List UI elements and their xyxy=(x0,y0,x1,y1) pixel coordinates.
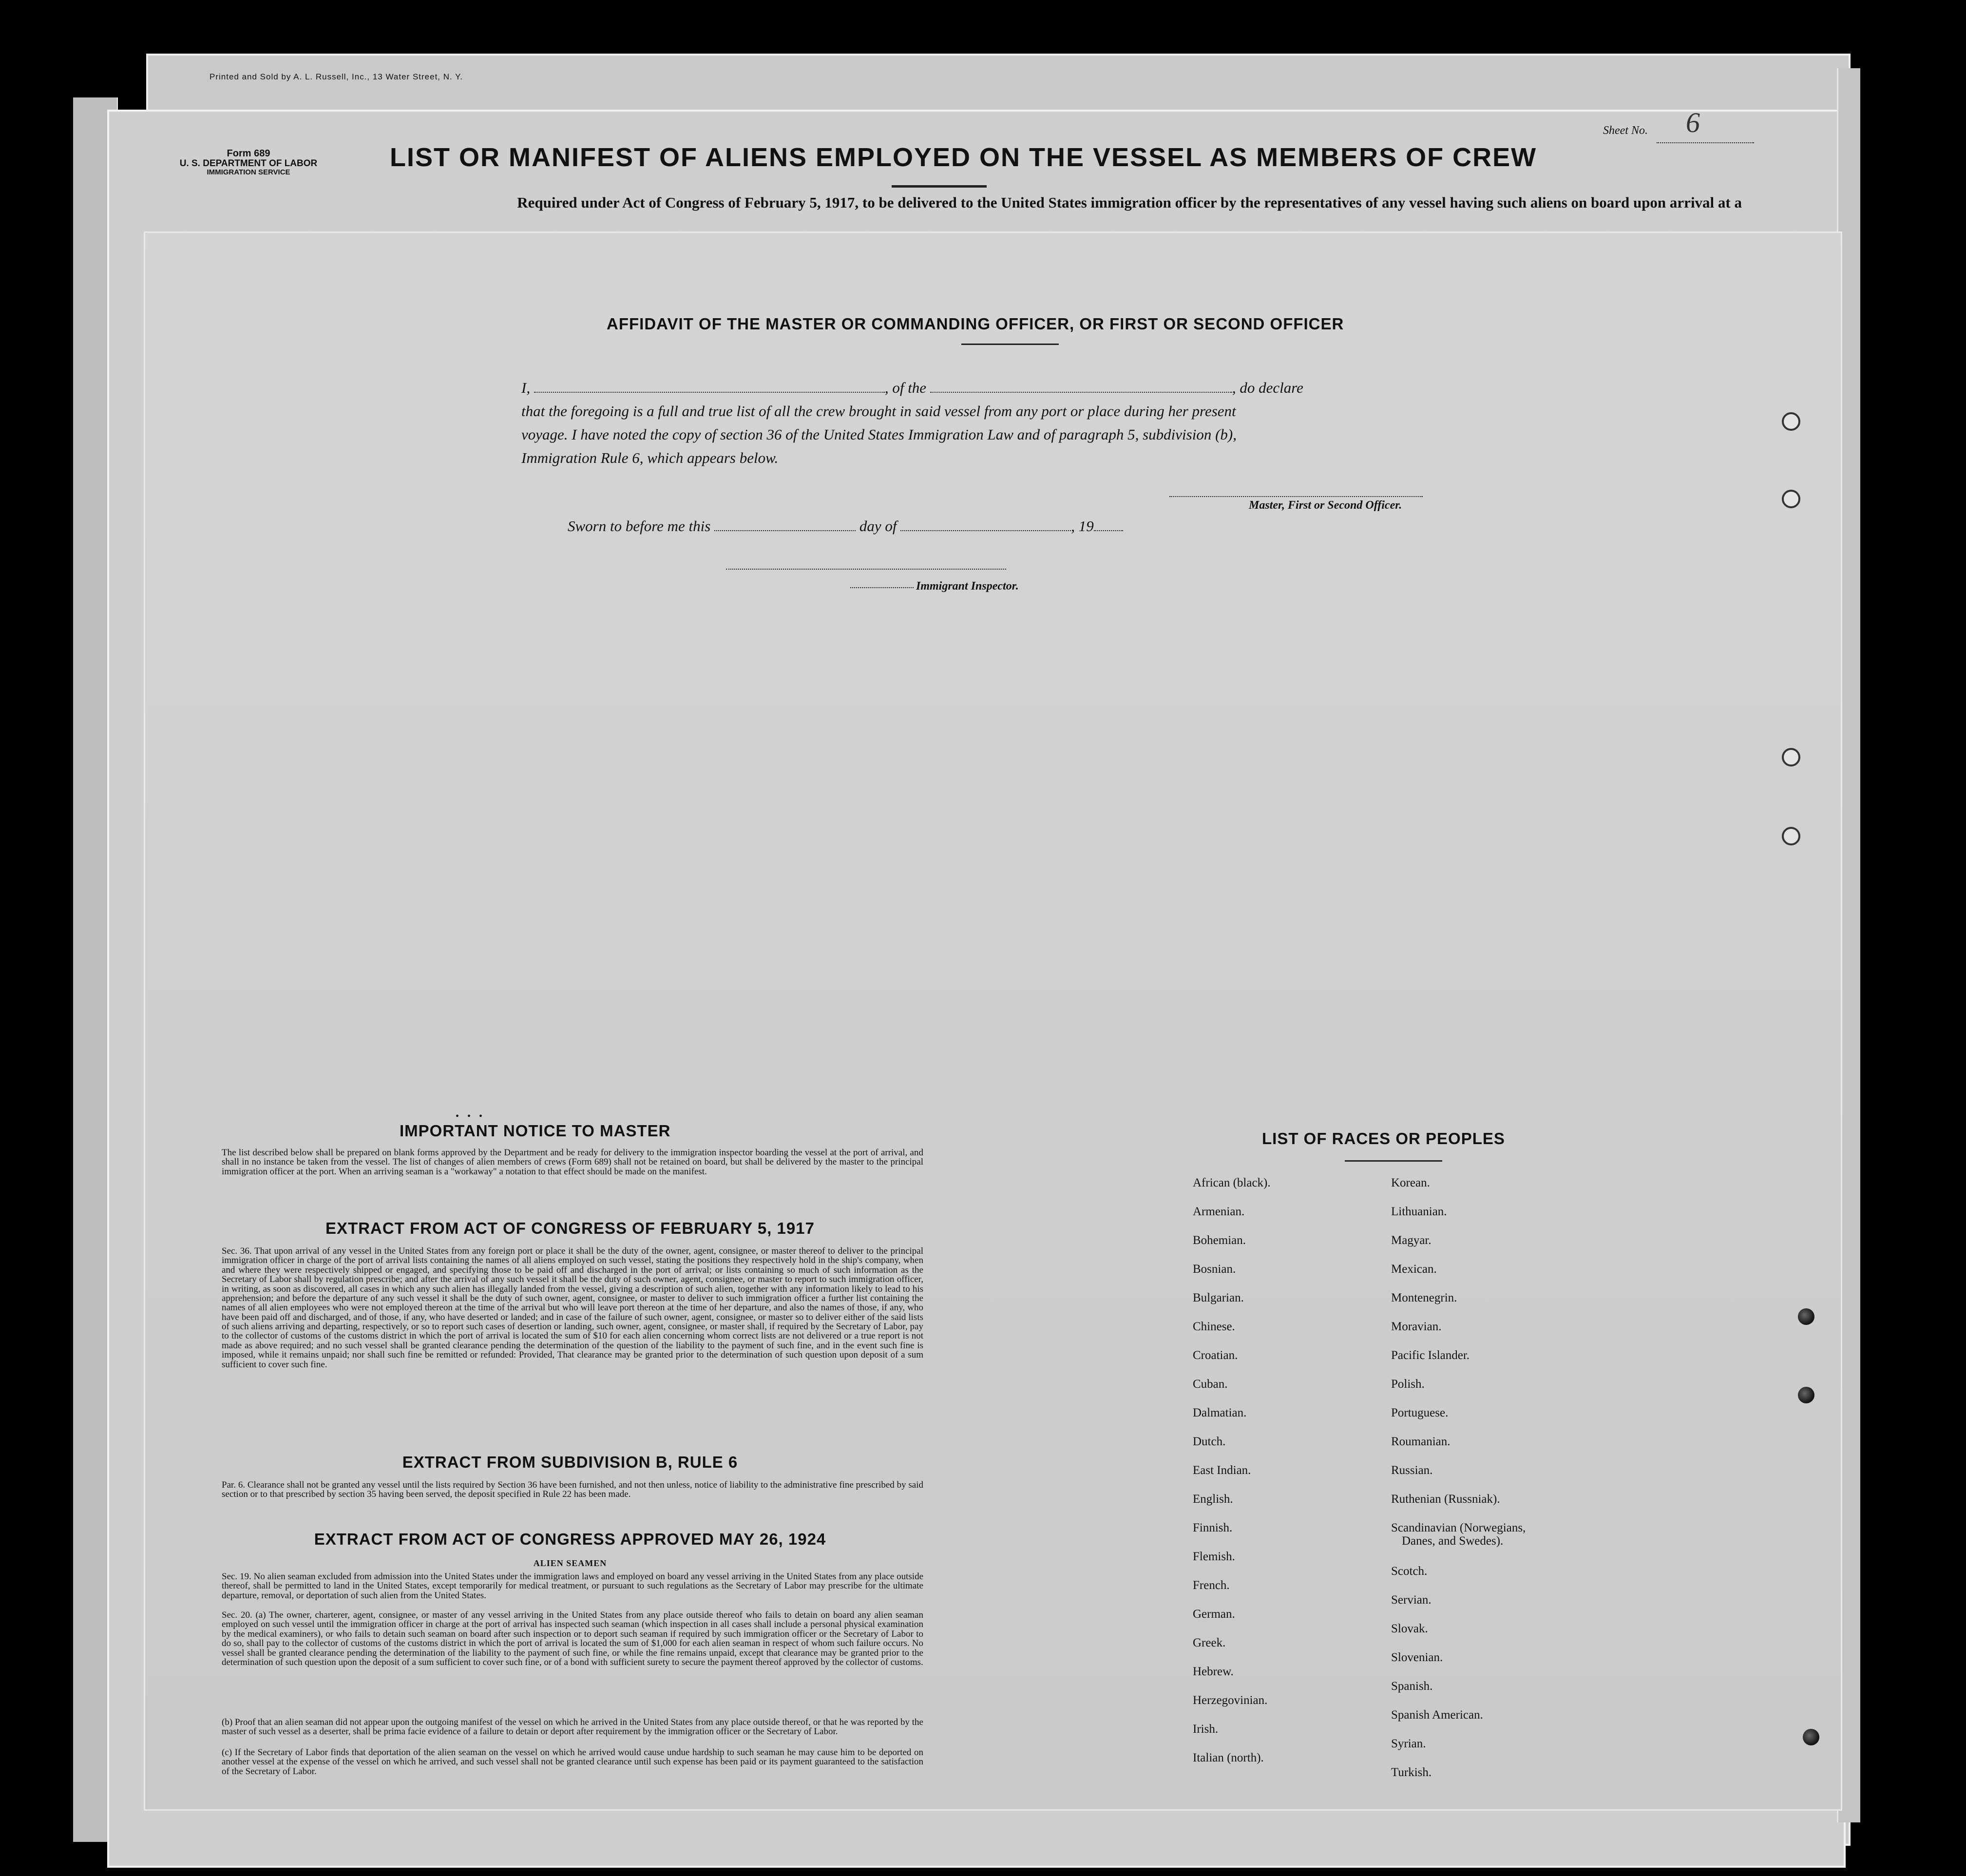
declaration-text xyxy=(521,376,1467,470)
race-item: Moravian. xyxy=(1391,1320,1442,1333)
extract-1917-title: EXTRACT FROM ACT OF CONGRESS OF FEBRUARY 5, 1917 xyxy=(325,1219,815,1237)
punch-hole xyxy=(1782,748,1800,766)
race-item: Syrian. xyxy=(1391,1737,1426,1750)
service-name: IMMIGRATION SERVICE xyxy=(207,168,290,176)
notice-title: IMPORTANT NOTICE TO MASTER xyxy=(400,1122,671,1140)
master-signature-line xyxy=(1169,496,1423,497)
race-item: Montenegrin. xyxy=(1391,1291,1457,1304)
race-item: Pacific Islander. xyxy=(1391,1349,1470,1362)
extract-rule6-text: Par. 6. Clearance shall not be granted any vessel until the lists required by Section 36 have been furnished, and not then unless, notice of liability to the administrative fine prescribed by said section or to that prescribed by section 35 having been served, the deposit specified in Rule 22 has been made. xyxy=(222,1480,923,1500)
inspector-signature-line xyxy=(726,569,1006,570)
notice-dots: • • • xyxy=(456,1111,486,1122)
punch-hole xyxy=(1803,1729,1819,1745)
race-item: Ruthenian (Russniak). xyxy=(1391,1493,1500,1506)
race-item: Magyar. xyxy=(1391,1234,1432,1247)
race-item: Bulgarian. xyxy=(1193,1291,1244,1304)
punch-hole xyxy=(1798,1308,1814,1325)
race-item: Mexican. xyxy=(1391,1263,1437,1276)
declaration-line-3: voyage. I have noted the copy of section 36 of the United States Immigration Law and of paragraph 5, subdivision (b), xyxy=(521,426,1237,443)
declaration-line-4: Immigration Rule 6, which appears below. xyxy=(521,449,779,467)
extract-1917-text: Sec. 36. That upon arrival of any vessel in the United States from any foreign port or place it shall be the duty of the owner, agent, consignee, or master thereof to deliver to the principal immigration officer in charge of the port of arrival lists containing the names of all aliens employed on such vessel, stating the positions they respectively hold in the ship's company, when and where they were respectively shipped or engaged, and specifying those to be paid off and discharged in the port of arrival; or lists containing so much of such information as the Secretary of Labor shall by regulation prescribe; and after the arrival of any such vessel it shall be the duty of such owner, agent, consignee, or master to report to such immigration officer, in writing, as soon as discovered, all cases in which any such alien has illegally landed from the vessel, giving a description of such alien, together with any information likely to lead to his apprehension; and before the departure of any such vessel it shall be the duty of such owner, agent, consignee, or master to deliver to such immigration officer a further list containing the names of all alien employees who were not employed thereon at the time of the arrival but who will leave port thereon at the time of her departure, and also the names of those, if any, who have been paid off and discharged, and of those, if any, who have deserted or landed; and in case of the failure of such owner, agent, consignee, or master so to deliver either of the said lists of such aliens arriving and departing, respectively, or so to report such cases of desertion or landing, such owner, agent, consignee, or master shall, if required by the Secretary of Labor, pay to the collector of customs of the customs district in which the port of arrival is located the sum of $10 for each alien concerning whom correct lists are not delivered or a true report is not made as above required; and no such vessel shall be granted clearance pending the determination of the question of the liability to the payment of such fine, and in the event such fine is imposed, while it remains unpaid; nor shall such fine be remitted or refunded: Provided, That clearance may be granted prior to the determination of such question upon deposit of a sum sufficient to cover such fine. xyxy=(222,1246,923,1370)
race-item: Bohemian. xyxy=(1193,1234,1246,1247)
punch-hole xyxy=(1782,490,1800,508)
declaration-of-the: , of the xyxy=(884,379,927,396)
race-item: Greek. xyxy=(1193,1636,1226,1649)
race-item: Spanish. xyxy=(1391,1680,1433,1693)
extract-1924-sec20c: (c) If the Secretary of Labor finds that deportation of the alien seaman on the vessel on which he arrived would cause undue hardship to such seaman he may cause him to be deported on another vessel at the expense of the vessel on which he arrived, and such vessel shall not be granted clearance until such expense has been paid or its payment guaranteed to the satisfaction of the Secretary of Labor. xyxy=(222,1748,923,1777)
name-blank xyxy=(534,381,885,393)
day-blank xyxy=(714,519,856,531)
master-signature-label: Master, First or Second Officer. xyxy=(1249,499,1402,512)
race-item: Russian. xyxy=(1391,1464,1433,1477)
race-item: Finnish. xyxy=(1193,1521,1233,1534)
sworn-text: Sworn to before me this xyxy=(568,517,711,535)
race-item: Roumanian. xyxy=(1391,1435,1451,1448)
race-item: African (black). xyxy=(1193,1176,1271,1189)
race-item: French. xyxy=(1193,1579,1230,1592)
sworn-day-of: day of xyxy=(859,517,897,535)
punch-hole xyxy=(1782,412,1800,431)
sworn-statement xyxy=(568,517,1123,535)
notice-text: The list described below shall be prepared on blank forms approved by the Department and be ready for delivery to the immigration inspector boarding the vessel at the port of arrival, and shall in no instance be taken from the vessel. The list of changes of alien members of crews (Form 689) shall not be retained on board, but shall be delivered by the master to the principal immigration officer at the port. When an arriving seaman is a "workaway" a notation to that effect should be made on the manifest. xyxy=(222,1148,923,1177)
race-item: Dutch. xyxy=(1193,1435,1226,1448)
extract-1924-sec19: Sec. 19. No alien seaman excluded from admission into the United States under the immigration laws and employed on board any vessel arriving in the United States from any place outside thereof, shall be permitted to land in the United States, except temporarily for medical treatment, or pursuant to such regulations as the Secretary of Labor may prescribe for the ultimate departure, removal, or deportation of such alien from the United States. xyxy=(222,1571,923,1601)
title-underline xyxy=(892,185,987,188)
form-identifier xyxy=(171,149,326,176)
extract-1924-sec20a: Sec. 20. (a) The owner, charterer, agent, consignee, or master of any vessel arriving in the United States from any place outside thereof who fails to detain on board any alien seaman employed on such vessel until the immigration officer in charge at the port of arrival has inspected such seaman (which inspection in all cases shall include a personal physical examination by the medical examiners), or who fails to detain such seaman on board after such inspection or to deport such seaman if required by such immigration officer or the Secretary of Labor to do so, shall pay to the collector of customs of the customs district in which the port of arrival is located the sum of $1,000 for each alien seaman in respect of whom such failure occurs. No vessel shall be granted clearance pending the determination of the liability to the payment of such fine, or while the fine remains unpaid, except that clearance may be granted prior to the determination of such question upon the deposit of a sum sufficient to cover such fine, or of a bond with sufficient surety to secure the payment thereof approved by the collector of customs. xyxy=(222,1610,923,1667)
race-item: Spanish American. xyxy=(1391,1708,1483,1722)
month-blank xyxy=(900,519,1071,531)
races-underline xyxy=(1345,1160,1442,1162)
extract-1924-title: EXTRACT FROM ACT OF CONGRESS APPROVED MAY 26, 1924 xyxy=(314,1530,826,1548)
form-number: Form 689 xyxy=(227,148,270,159)
race-item: Slovak. xyxy=(1391,1622,1428,1635)
race-item: East Indian. xyxy=(1193,1464,1251,1477)
extract-1924-sec20b: (b) Proof that an alien seaman did not appear upon the outgoing manifest of the vessel on which he arrived in the United States from any place outside thereof, or that he was reported by the master of such vessel as a deserter, shall be prima facie evidence of a failure to detain or deport after requirement by the immigration officer or the Secretary of Labor. xyxy=(222,1717,923,1737)
printer-credit: Printed and Sold by A. L. Russell, Inc., 13 Water Street, N. Y. xyxy=(210,72,463,81)
affidavit-underline xyxy=(961,344,1059,345)
department-name: U. S. DEPARTMENT OF LABOR xyxy=(179,158,318,169)
inspector-label-dots xyxy=(850,587,914,588)
race-item: Korean. xyxy=(1391,1176,1430,1189)
race-item: Lithuanian. xyxy=(1391,1205,1447,1218)
race-item: Turkish. xyxy=(1391,1766,1432,1779)
declaration-do-declare: , do declare xyxy=(1232,379,1303,396)
race-item: Italian (north). xyxy=(1193,1751,1264,1764)
race-item: Bosnian. xyxy=(1193,1263,1236,1276)
races-title: LIST OF RACES OR PEOPLES xyxy=(1262,1129,1505,1148)
alien-seamen-heading: ALIEN SEAMEN xyxy=(533,1558,607,1568)
race-item: Herzegovinian. xyxy=(1193,1694,1268,1707)
race-item: Irish. xyxy=(1193,1723,1219,1736)
race-item: Servian. xyxy=(1391,1593,1432,1607)
sheet-number-value: 6 xyxy=(1686,107,1700,138)
year-blank xyxy=(1094,519,1123,531)
race-item: Dalmatian. xyxy=(1193,1406,1247,1419)
race-item: English. xyxy=(1193,1493,1233,1506)
vessel-blank xyxy=(930,381,1232,393)
race-item: Croatian. xyxy=(1193,1349,1238,1362)
punch-hole xyxy=(1798,1387,1814,1403)
race-item: Armenian. xyxy=(1193,1205,1245,1218)
race-item: Flemish. xyxy=(1193,1550,1235,1563)
race-item: Portuguese. xyxy=(1391,1406,1449,1419)
extract-rule6-title: EXTRACT FROM SUBDIVISION B, RULE 6 xyxy=(402,1453,738,1471)
declaration-i: I, xyxy=(521,379,531,396)
race-item: Slovenian. xyxy=(1391,1651,1443,1664)
race-item: Danes, and Swedes). xyxy=(1402,1534,1504,1548)
declaration-line-2: that the foregoing is a full and true list of all the crew brought in said vessel from any port or place during her present xyxy=(521,402,1236,420)
punch-hole xyxy=(1782,827,1800,845)
race-item: Polish. xyxy=(1391,1378,1425,1391)
affidavit-title: AFFIDAVIT OF THE MASTER OR COMMANDING OFFICER, OR FIRST OR SECOND OFFICER xyxy=(607,315,1344,333)
race-item: Hebrew. xyxy=(1193,1665,1234,1678)
race-item: Cuban. xyxy=(1193,1378,1228,1391)
race-item: Chinese. xyxy=(1193,1320,1235,1333)
inspector-label: Immigrant Inspector. xyxy=(916,580,1019,593)
sheet-number-label: Sheet No. xyxy=(1603,124,1648,137)
sheet-number-line xyxy=(1657,142,1754,143)
sworn-year: , 19 xyxy=(1071,517,1094,535)
race-item: Scotch. xyxy=(1391,1565,1428,1578)
manifest-title: LIST OR MANIFEST OF ALIENS EMPLOYED ON THE VESSEL AS MEMBERS OF CREW xyxy=(390,143,1537,172)
race-item: German. xyxy=(1193,1608,1235,1621)
manifest-subtitle: Required under Act of Congress of February 5, 1917, to be delivered to the United States immigration officer by the representatives of any vessel having such aliens on board upon arrival at a xyxy=(517,194,1742,211)
race-item: Scandinavian (Norwegians, xyxy=(1391,1521,1526,1534)
